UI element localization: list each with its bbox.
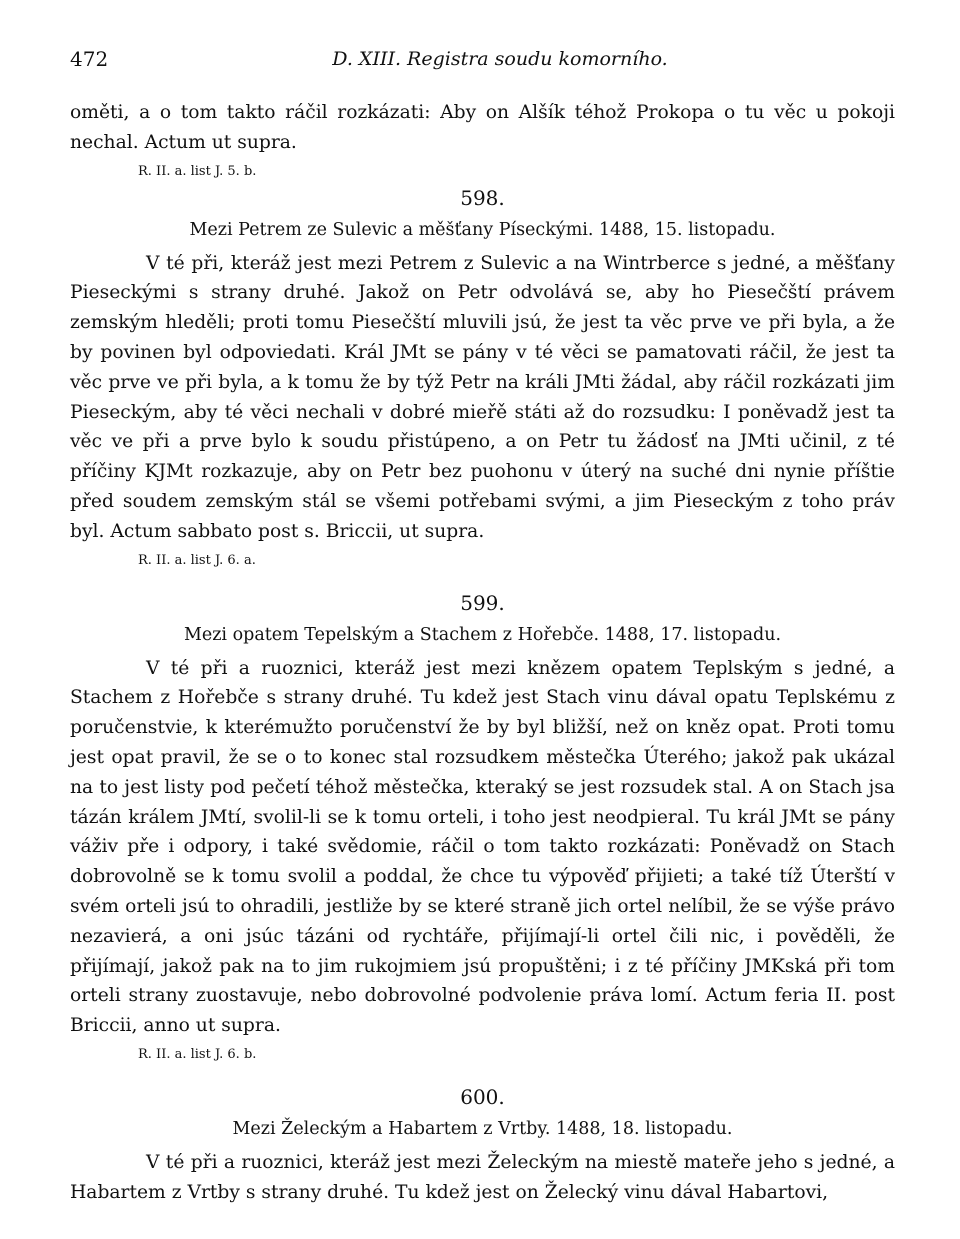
entry-598: [70, 180, 895, 571]
entry-heading: Mezi Želeckým a Habartem z Vrtby. 1488, 18. listopadu.: [232, 1118, 733, 1139]
entry-number: 599.: [460, 590, 505, 615]
entry-reference: R. II. a. list J. 6. a.: [138, 552, 256, 568]
page-number: 472: [70, 47, 109, 71]
entry-number: 598.: [460, 185, 505, 210]
page-header: [0, 44, 960, 74]
entry-reference: R. II. a. list J. 6. b.: [138, 1046, 257, 1062]
entry-heading: Mezi Petrem ze Sulevic a měšťany Píseckými. 1488, 15. listopadu.: [189, 219, 776, 240]
intro-reference: R. II. a. list J. 5. b.: [138, 163, 257, 179]
entry-body: V té při, kteráž jest mezi Petrem z Sulevic a na Wintrberce s jedné, a měšťany Pieseckými s strany druhé. Jakož on Petr odvolává se, aby ho Piesečští právem zemským hleděli; proti tomu Piesečští mluvili jsú, že jest ta věc prve ve při byla, a že by povinen byl odpoviedati. Král JMt se pány v té věci se pamatovati ráčil, že jest ta věc prve ve při byla, a k tomu že by týž Petr na králi JMti žádal, aby ráčil rozkázati jim Pieseckým, aby té věci nechali v dobré mieřě státi až do rozsudku: I poněvadž jest ta věc ve při a prve bylo k soudu přistúpeno, a on Petr tu žádosť na JMti učinil, z té příčiny KJMt rozkazuje, aby on Petr bez puohonu v úterý na suché dni nynie příštie před soudem zemským stál se všemi potřebami svými, a jim Pieseckým z toho práv byl. Actum sabbato post s. Briccii, ut supra.: [70, 252, 895, 542]
page-body: [70, 98, 895, 1208]
entry-body: V té při a ruoznici, kteráž jest mezi knězem opatem Teplským s jedné, a Stachem z Hořebče s strany druhé. Tu kdež jest Stach vinu dával opatu Teplskému z poručenstvie, k kterémužto poručenství že by byl bližší, než on kněz opat. Proti tomu jest opat pravil, že se o to konec stal rozsudkem městečka Úterého; jakož pak ukázal na to jest listy pod pečetí téhož městečka, kteraký se jest rozsudek stal. A on Stach jsa tázán králem JMtí, svolil-li se k tomu orteli, i toho jest neodpieral. Tu král JMt se pány váživ pře i odpory, i také svědomie, ráčil o tom takto rozkázati: Poněvadž on Stach dobrovolně se k tomu svolil a poddal, že chce tu výpověď přijieti; a také tíž Úterští v svém orteli jsú to ohradili, jestliže by se které straně jich ortel nelíbil, že se výše právo nezavierá, a oni jsúc tázáni od rychtáře, přijímají-li ortel čili nic, i pověděli, že přijímají, jakož pak na to jim rukojmiem jsú propuštěni; i z té příčiny JMKská při tom orteli strany zuostavuje, nebo dobrovolné podvolenie práva lomí. Actum feria II. post Briccii, anno ut supra.: [70, 657, 895, 1037]
entry-body: V té při a ruoznici, kteráž jest mezi Želeckým na miestě mateře jeho s jedné, a Habartem z Vrtby s strany druhé. Tu kdež jest on Želecký vinu dával Habartovi,: [70, 1151, 895, 1203]
entry-599: [70, 585, 895, 1065]
running-head: D. XIII. Registra soudu komorního.: [332, 48, 668, 70]
intro-paragraph: oměti, a o tom takto ráčil rozkázati: Aby on Alšík téhož Prokopa o tu věc u pokoji nechal. Actum ut supra.: [70, 102, 895, 153]
entry-heading: Mezi opatem Tepelským a Stachem z Hořebče. 1488, 17. listopadu.: [183, 624, 782, 645]
entry-600: [70, 1079, 895, 1208]
entry-number: 600.: [460, 1084, 505, 1109]
